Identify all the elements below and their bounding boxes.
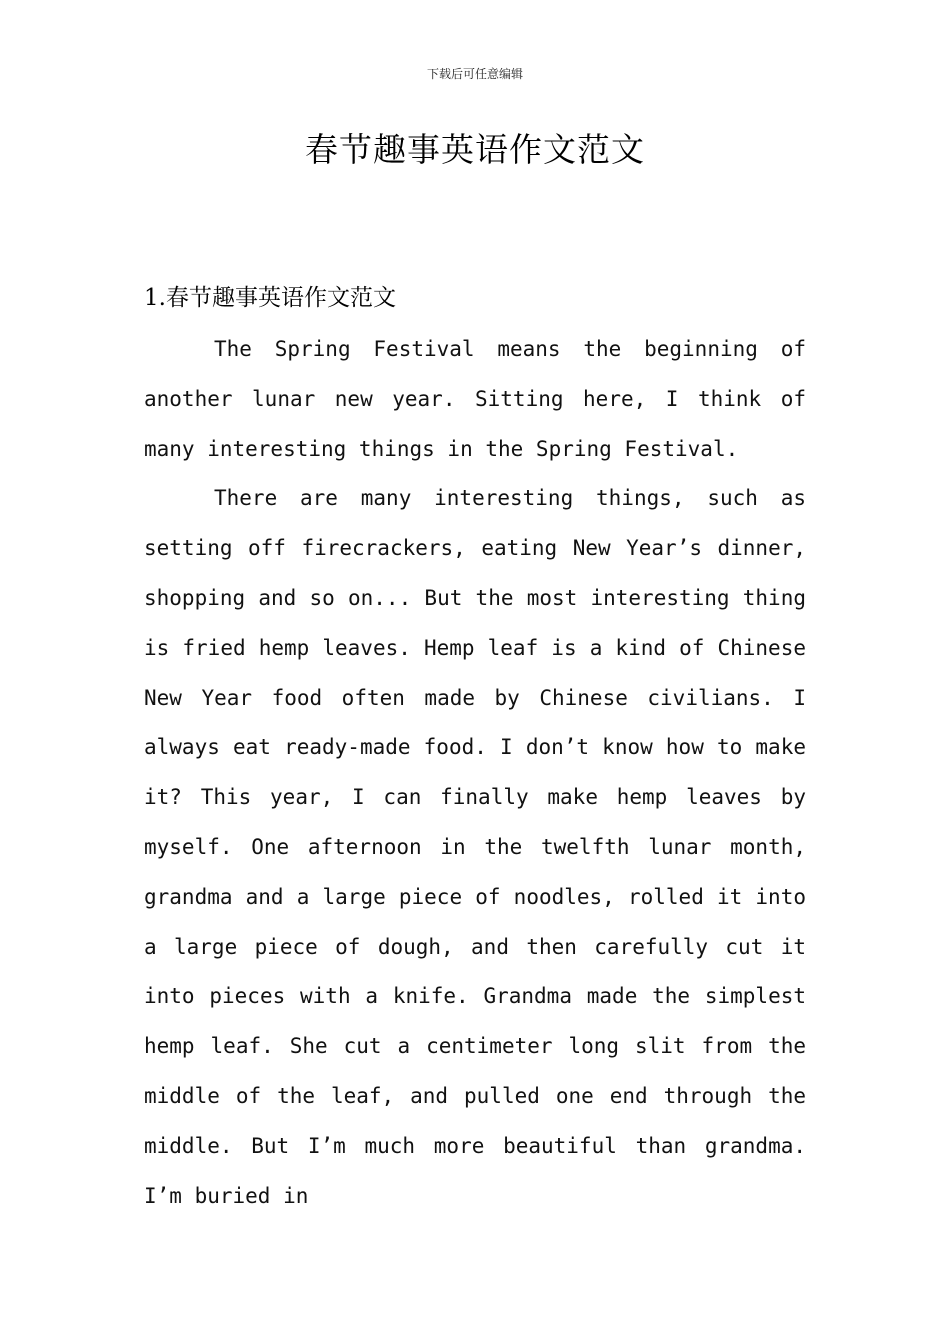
paragraph-1: The Spring Festival means the beginning of another lunar new year. Sitting here, I think of many interesting things in the Spring Festival. — [144, 337, 806, 461]
document-title: 春节趣事英语作文范文 — [305, 130, 645, 169]
paragraph-2: There are many interesting things, such as setting off firecrackers, eating New Year’s dinner, shopping and so on... But the most interesting thing is fried hemp leaves. Hemp leaf is a kind of Chinese New Year food often made by Chinese civilians. I always eat ready-made food. I don’t know how to make it? This year, I can finally make hemp leaves by myself. One afternoon in the twelfth lunar month, grandma and a large piece of noodles, rolled it into a large piece of dough, and then carefully cut it into pieces with a knife. Grandma made the simplest hemp leaf. She cut a centimeter long slit from the middle of the leaf, and pulled one end through the middle. But I’m much more beautiful than grandma. I’m buried in — [144, 486, 806, 1208]
section-heading: 1.春节趣事英语作文范文 — [144, 285, 396, 311]
body-text — [144, 325, 806, 1221]
header-note: 下载后可任意编辑 — [426, 67, 523, 81]
